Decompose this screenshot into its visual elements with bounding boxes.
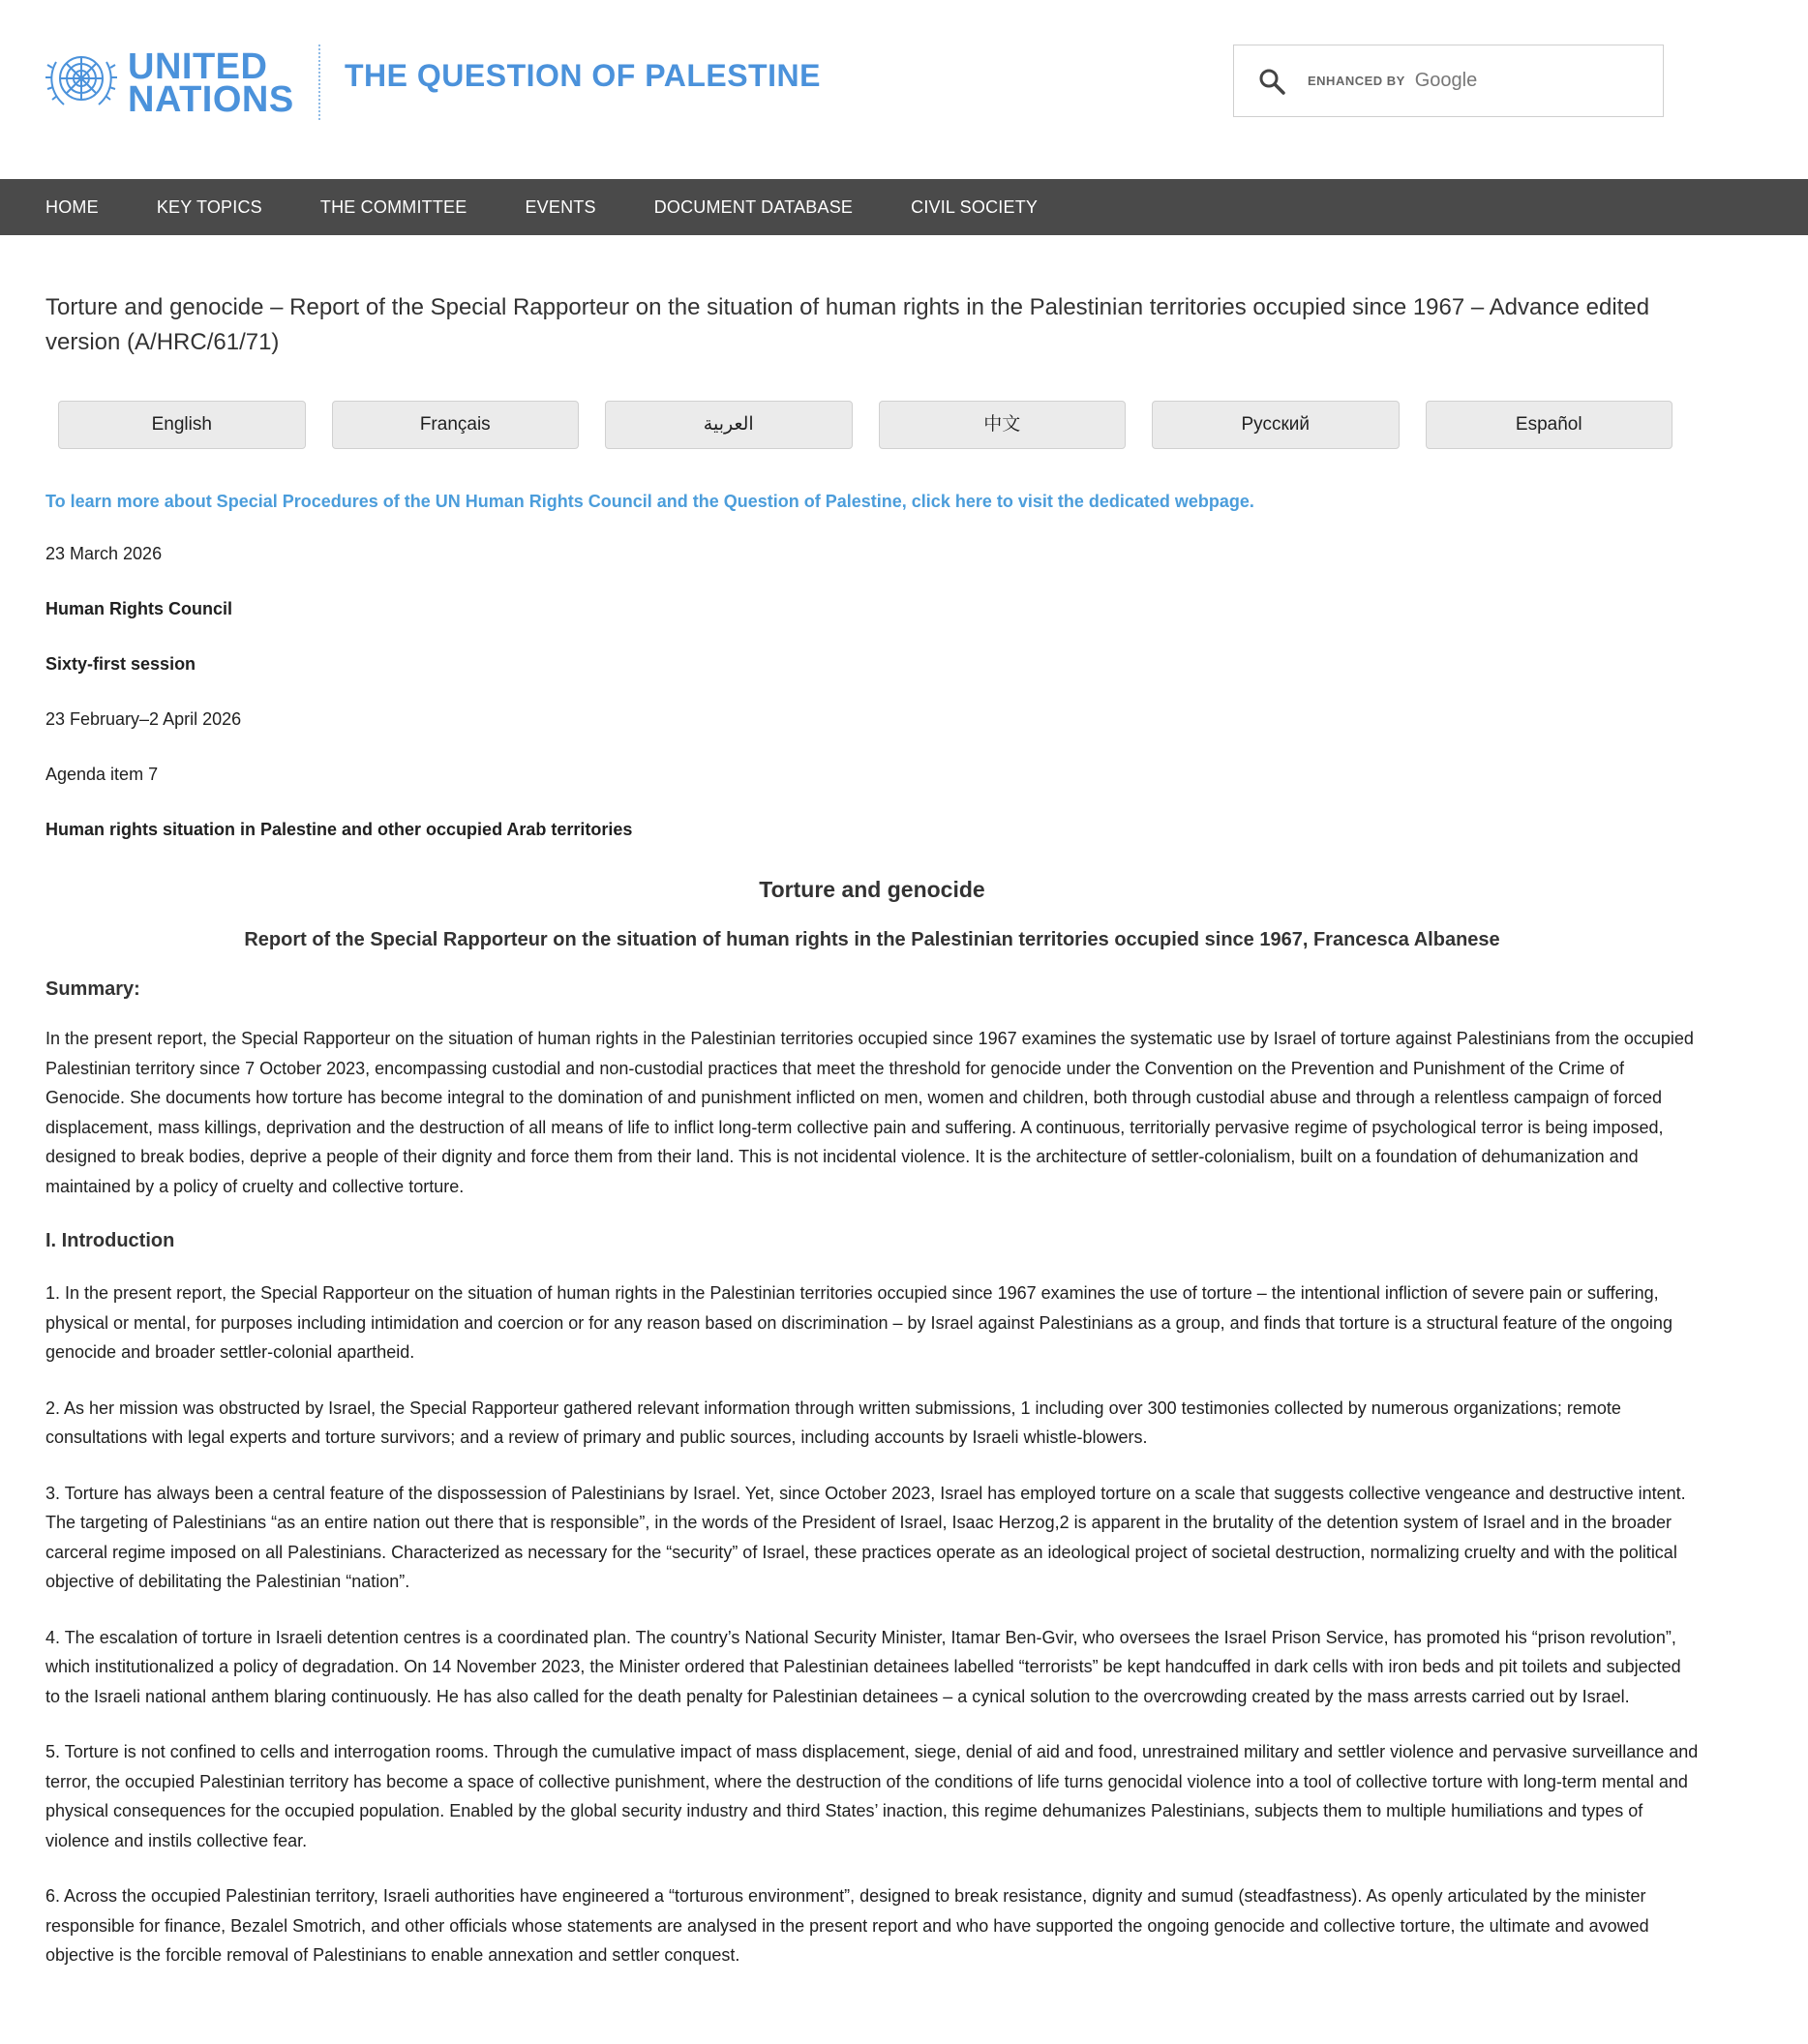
google-logo: Google: [1414, 70, 1478, 91]
lang-button-english[interactable]: English: [58, 401, 306, 449]
site-title[interactable]: THE QUESTION OF PALESTINE: [345, 58, 821, 93]
document-session: Sixty-first session: [45, 654, 196, 674]
paragraph-6: 6. Across the occupied Palestinian territory, Israeli authorities have engineered a “torturous environment”, designed to break resistance, dignity and sumud (steadfastness). As openly articulated by the minister responsible for finance, Bezalel Smotrich, and other officials whose statements are analysed in the present report and who have supported the ongoing genocide and collective torture, the ultimate and avowed objective is the forcible removal of Palestinians to enable annexation and settler conquest.: [45, 1886, 1649, 1965]
special-procedures-link[interactable]: To learn more about Special Procedures of the UN Human Rights Council and the Question of Palestine, click here to visit the dedicated webpage.: [45, 492, 1254, 511]
report-title: Torture and genocide: [759, 877, 985, 902]
lang-button-french[interactable]: Français: [332, 401, 580, 449]
introduction-heading: I. Introduction: [45, 1230, 175, 1251]
logo-line-2: NATIONS: [128, 79, 294, 120]
search-icon[interactable]: [1257, 67, 1286, 96]
document-body: Human Rights Council: [45, 599, 232, 618]
un-emblem-icon[interactable]: [45, 48, 118, 112]
un-logo-text[interactable]: [128, 46, 294, 120]
page-title: Torture and genocide – Report of the Special Rapporteur on the situation of human rights in the Palestinian territories occupied since 1967 – Advance edited version (A/HRC/61/71): [45, 294, 1650, 355]
search-branding: [1308, 70, 1477, 92]
search-input[interactable]: [1233, 45, 1664, 117]
main-nav: [0, 179, 1808, 235]
document-date: 23 March 2026: [45, 544, 163, 563]
lang-button-chinese[interactable]: 中文: [879, 401, 1127, 449]
agenda-item: Agenda item 7: [45, 765, 159, 784]
paragraph-3: 3. Torture has always been a central feature of the dispossession of Palestinians by Israel. Yet, since October 2023, Israel has employed torture on a scale that suggests collective vengeance and destructive intent. The targeting of Palestinians “as an entire nation out there that is responsible”, in the words of the President of Israel, Isaac Herzog,2 is apparent in the brutality of the detention system of Israel and in the broader carceral regime imposed on all Palestinians. Characterized as necessary for the “security” of Israel, these practices operate as an ideological project of societal destruction, normalizing cruelty and with the political objective of debilitating the Palestinian “nation”.: [45, 1483, 1686, 1591]
logo-divider: [318, 45, 320, 120]
language-selector: [58, 401, 1699, 449]
report-subtitle: Report of the Special Rapporteur on the situation of human rights in the Palestinian territories occupied since 1967, Francesca Albanese: [244, 929, 1500, 950]
site-header: [0, 0, 1808, 179]
session-dates: 23 February–2 April 2026: [45, 709, 242, 729]
nav-item-document-database[interactable]: DOCUMENT DATABASE: [653, 197, 854, 217]
logo-line-1: UNITED: [128, 46, 268, 87]
nav-item-events[interactable]: EVENTS: [525, 197, 596, 217]
document-meta: [45, 539, 1699, 844]
summary-heading: Summary:: [45, 978, 140, 1000]
main-content: [45, 290, 1699, 1970]
lang-button-arabic[interactable]: العربية: [605, 401, 853, 449]
lang-button-spanish[interactable]: Español: [1426, 401, 1673, 449]
summary-text: In the present report, the Special Rapporteur on the situation of human rights in the Palestinian territories occupied since 1967 examines the systematic use by Israel of torture against Palestinians from the occupied Palestinian territory since 7 October 2023, encompassing custodial and non-custodial practices that meet the threshold for genocide under the Convention on the Prevention and Punishment of the Crime of Genocide. She documents how torture has become integral to the domination of and punishment inflicted on men, women and children, both through custodial abuse and through a relentless campaign of forced displacement, mass killings, deprivation and the destruction of all means of life to inflict long-term collective pain and suffering. A continuous, territorially pervasive regime of psychological terror is being imposed, designed to break bodies, deprive a people of their dignity and force them from their land. This is not incidental violence. It is the architecture of settler-colonialism, built on a foundation of dehumanization and maintained by a policy of cruelty and collective torture.: [45, 1029, 1694, 1196]
nav-item-the-committee[interactable]: THE COMMITTEE: [319, 197, 467, 217]
paragraph-4: 4. The escalation of torture in Israeli detention centres is a coordinated plan. The country’s National Security Minister, Itamar Ben-Gvir, who oversees the Israel Prison Service, has promoted his “prison revolution”, which institutionalized a policy of degradation. On 14 November 2023, the Minister ordered that Palestinian detainees labelled “terrorists” be kept handcuffed in dark cells with iron beds and pit toilets and subjected to the Israeli national anthem blaring continuously. He has also called for the death penalty for Palestinian detainees – a cynical solution to the overcrowding created by the mass arrests carried out by Israel.: [45, 1627, 1681, 1706]
paragraph-2: 2. As her mission was obstructed by Israel, the Special Rapporteur gathered relevant information through written submissions, 1 including over 300 testimonies collected by numerous organizations; remote consultations with legal experts and torture survivors; and a review of primary and public sources, including accounts by Israeli whistle-blowers.: [45, 1398, 1621, 1447]
nav-item-home[interactable]: HOME: [45, 197, 99, 217]
enhanced-by-label: ENHANCED BY: [1308, 74, 1405, 88]
nav-item-key-topics[interactable]: KEY TOPICS: [156, 197, 262, 217]
nav-item-civil-society[interactable]: CIVIL SOCIETY: [911, 197, 1039, 217]
paragraph-1: 1. In the present report, the Special Rapporteur on the situation of human rights in the Palestinian territories occupied since 1967 examines the use of torture – the intentional infliction of severe pain or suffering, physical or mental, for purposes including intimidation and coercion or for any reason based on discrimination – by Israel against Palestinians as a group, and finds that torture is a structural feature of the ongoing genocide and broader settler-colonial apartheid.: [45, 1283, 1672, 1362]
agenda-title: Human rights situation in Palestine and other occupied Arab territories: [45, 820, 633, 839]
lang-button-russian[interactable]: Русский: [1152, 401, 1400, 449]
paragraph-5: 5. Torture is not confined to cells and interrogation rooms. Through the cumulative impact of mass displacement, siege, denial of aid and food, unrestrained military and settler violence and pervasive surveillance and terror, the occupied Palestinian territory has become a space of collective punishment, where the destruction of the conditions of life turns genocidal violence into a tool of collective torture with long-term mental and physical consequences for the occupied population. Enabled by the global security industry and third States’ inaction, this regime dehumanizes Palestinians, subjects them to multiple humiliations and types of violence and instils collective fear.: [45, 1742, 1699, 1850]
